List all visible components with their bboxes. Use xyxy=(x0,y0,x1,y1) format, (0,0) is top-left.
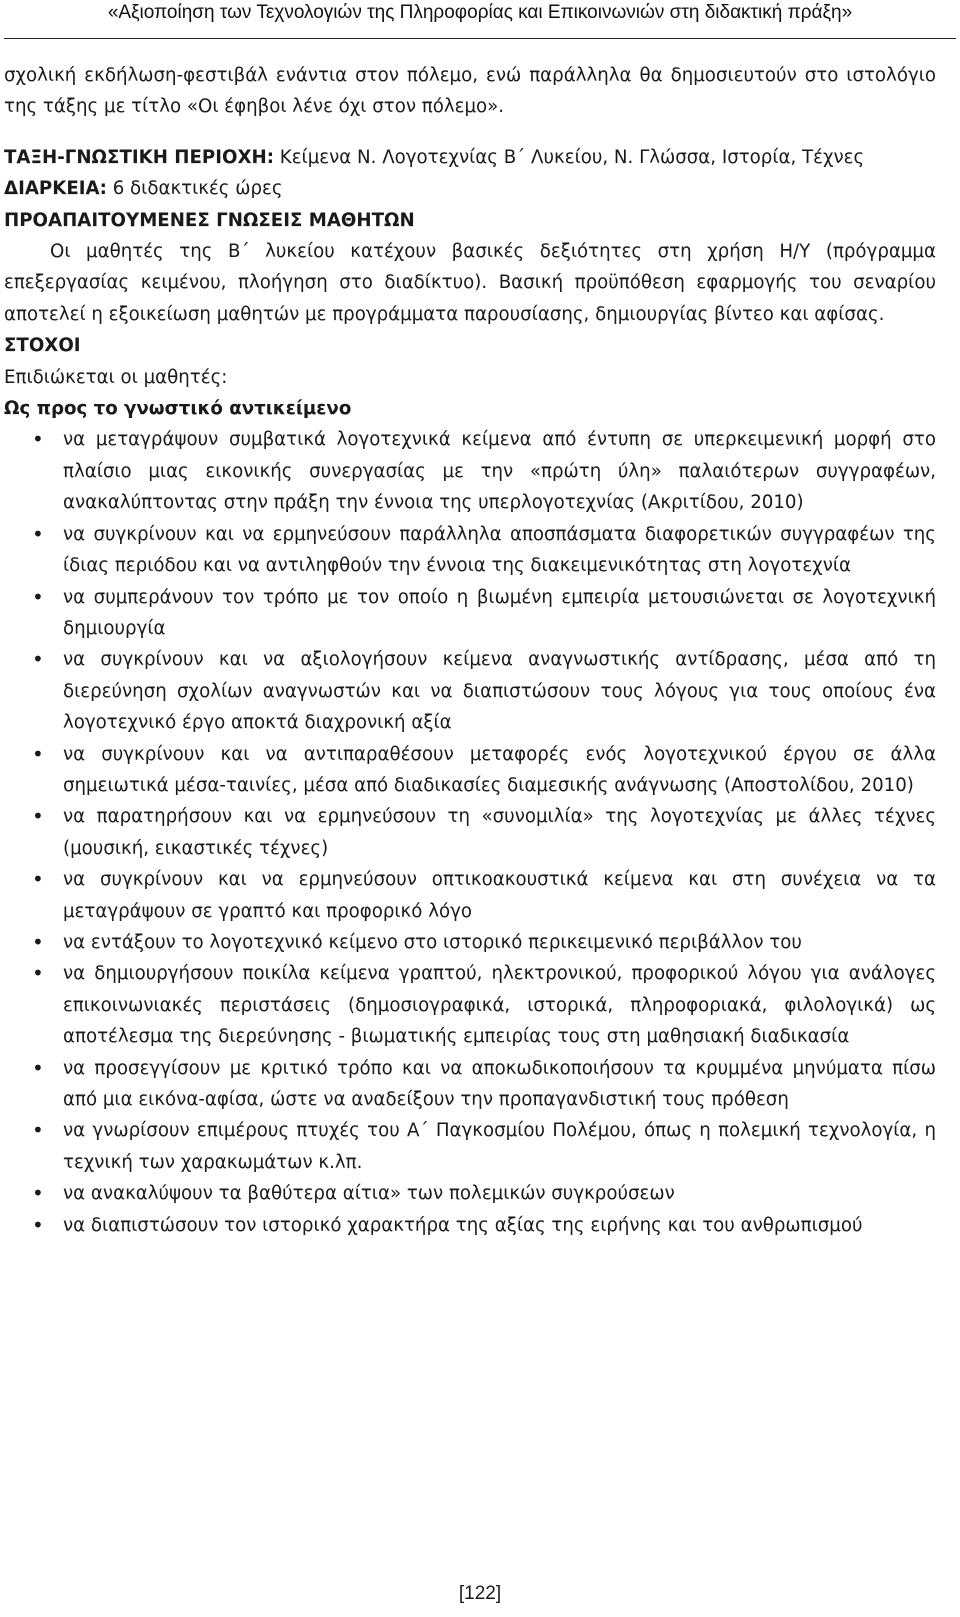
goals-list xyxy=(4,424,936,1241)
list-item: • να συμπεράνουν τον τρόπο με τον οποίο η βιωμένη εμπειρία μετουσιώνεται σε λογοτεχνική δημιουργία xyxy=(4,582,936,645)
class-area-value: Κείμενα Ν. Λογοτεχνίας Β΄ Λυκείου, Ν. Γλώσσα, Ιστορία, Τέχνες xyxy=(279,146,865,168)
intro-paragraph: σχολική εκδήλωση-φεστιβάλ ενάντια στον πόλεμο, ενώ παράλληλα θα δημοσιευτούν στο ιστολόγιο της τάξης με τίτλο «Οι έφηβοι λένε όχι στον πόλεμο». xyxy=(4,65,936,118)
goals-subheading xyxy=(4,393,936,424)
duration xyxy=(4,173,936,204)
document-body xyxy=(4,60,936,1241)
list-item: • να εντάξουν το λογοτεχνικό κείμενο στο ιστορικό περικειμενικό περιβάλλον του xyxy=(4,927,936,958)
list-item: • να προσεγγίσουν με κριτικό τρόπο και να αποκωδικοποιήσουν τα κρυμμένα μηνύματα πίσω από μια εικόνα-αφίσα, ώστε να αναδείξουν την προπαγανδιστική τους πρόθεση xyxy=(4,1053,936,1116)
page-header: «Αξιοποίηση των Τεχνολογιών της Πληροφορίας και Επικοινωνιών στη διδακτική πράξη» xyxy=(107,2,853,23)
list-item: • να διαπιστώσουν τον ιστορικό χαρακτήρα της αξίας της ειρήνης και του ανθρωπισμού xyxy=(4,1210,936,1241)
list-item: • να συγκρίνουν και να ερμηνεύσουν οπτικοακουστικά κείμενα και στη συνέχεια να τα μεταγράψουν σε γραπτό και προφορικό λόγο xyxy=(4,864,936,927)
list-item: • να ανακαλύψουν τα βαθύτερα αίτια» των πολεμικών συγκρούσεων xyxy=(4,1178,936,1209)
duration-value: 6 διδακτικές ώρες xyxy=(112,178,283,200)
class-area-label: ΤΑΞΗ-ΓΝΩΣΤΙΚΗ ΠΕΡΙΟΧΗ: xyxy=(4,146,274,168)
goals-intro: Επιδιώκεται οι μαθητές: xyxy=(4,366,228,388)
header-divider xyxy=(4,38,956,39)
prerequisites-heading xyxy=(4,205,936,236)
class-area xyxy=(4,142,936,173)
list-item: • να δημιουργήσουν ποικίλα κείμενα γραπτού, ηλεκτρονικού, προφορικού λόγου για ανάλογες επικοινωνιακές περιστάσεις (δημοσιογραφικά, ιστορικά, πληροφοριακά, φιλολογικά) ως αποτέλεσμα της διερεύνησης - βιωματικής εμπειρίας τους στη μαθησιακή διαδικασία xyxy=(4,958,936,1052)
list-item: • να μεταγράψουν συμβατικά λογοτεχνικά κείμενα από έντυπη σε υπερκειμενική μορφή στο πλαίσιο μιας εικονικής συνεργασίας με την «πρώτη ύλη» παλαιότερων συγγραφέων, ανακαλύπτοντας στην πράξη την έννοια της υπερλογοτεχνίας (Ακριτίδου, 2010) xyxy=(4,424,936,518)
list-item: • να παρατηρήσουν και να ερμηνεύσουν τη «συνομιλία» της λογοτεχνίας με άλλες τέχνες (μουσική, εικαστικές τέχνες) xyxy=(4,801,936,864)
list-item: • να συγκρίνουν και να αντιπαραθέσουν μεταφορές ενός λογοτεχνικού έργου σε άλλα σημειωτικά μέσα-ταινίες, μέσα από διαδικασίες διαμεσικής ανάγνωσης (Αποστολίδου, 2010) xyxy=(4,739,936,802)
goals-subheading-text: Ως προς το γνωστικό αντικείμενο xyxy=(4,398,352,420)
duration-label: ΔΙΑΡΚΕΙΑ: xyxy=(4,178,107,200)
list-item: • να συγκρίνουν και να αξιολογήσουν κείμενα αναγνωστικής αντίδρασης, μέσα από τη διερεύνηση σχολίων αναγνωστών και να διαπιστώσουν τους λόγους για τους οποίους ένα λογοτεχνικό έργο αποκτά διαχρονική αξία xyxy=(4,644,936,738)
prerequisites-text: Οι μαθητές της Β΄ λυκείου κατέχουν βασικές δεξιότητες στη χρήση Η/Υ (πρόγραμμα επεξεργασίας κειμένου, πλοήγηση στο διαδίκτυο). Βασική προϋπόθεση εφαρμογής του σεναρίου αποτελεί η εξοικείωση μαθητών με προγράμματα παρουσίασης, δημιουργίας βίντεο και αφίσας. xyxy=(4,241,936,325)
goals-heading-text: ΣΤΟΧΟΙ xyxy=(4,335,81,357)
goals-heading xyxy=(4,330,936,361)
page-number: [122] xyxy=(458,1583,502,1604)
list-item: • να γνωρίσουν επιμέρους πτυχές του Α΄ Παγκοσμίου Πολέμου, όπως η πολεμική τεχνολογία, η τεχνική των χαρακωμάτων κ.λπ. xyxy=(4,1115,936,1178)
list-item: • να συγκρίνουν και να ερμηνεύσουν παράλληλα αποσπάσματα διαφορετικών συγγραφέων της ίδιας περιόδου και να αντιληφθούν την έννοια της διακειμενικότητας στη λογοτεχνία xyxy=(4,519,936,582)
prerequisites-heading-text: ΠΡΟΑΠΑΙΤΟΥΜΕΝΕΣ ΓΝΩΣΕΙΣ ΜΑΘΗΤΩΝ xyxy=(4,209,415,231)
